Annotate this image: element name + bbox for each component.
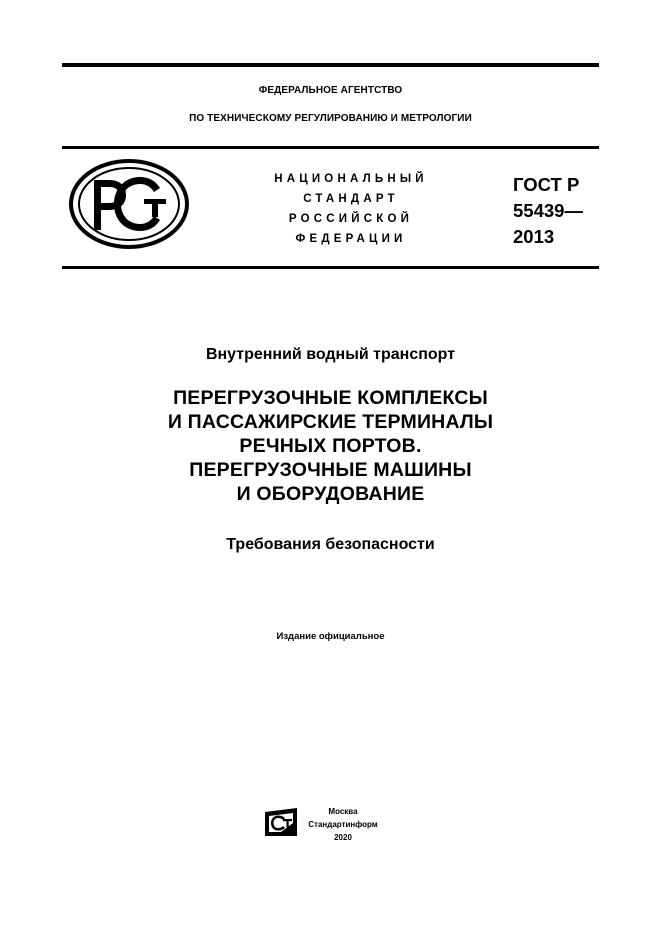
title-line-1: ПЕРЕГРУЗОЧНЫЕ КОМПЛЕКСЫ — [173, 387, 488, 409]
agency-line-1: ФЕДЕРАЛЬНОЕ АГЕНТСТВО — [258, 85, 403, 96]
document-subject: Внутренний водный транспорт — [205, 346, 456, 363]
rst-certification-mark-icon — [68, 158, 190, 255]
title-line-5: И ОБОРУДОВАНИЕ — [236, 483, 425, 505]
gost-designation — [513, 172, 583, 250]
top-rule — [62, 63, 599, 67]
national-line-4: ФЕДЕРАЦИИ — [295, 233, 407, 245]
national-line-1: НАЦИОНАЛЬНЫЙ — [274, 173, 428, 185]
standartinform-logo-icon — [263, 806, 301, 843]
document-requirements: Требования безопасности — [226, 536, 435, 553]
national-line-3: РОССИЙСКОЙ — [288, 213, 414, 225]
title-line-3: РЕЧНЫХ ПОРТОВ. — [239, 435, 422, 457]
imprint — [306, 805, 380, 844]
standard-divider — [62, 266, 599, 269]
gost-line-1: ГОСТ Р — [513, 174, 580, 195]
gost-line-3: 2013 — [513, 226, 555, 247]
gost-line-2: 55439— — [513, 200, 583, 221]
agency-line-2: ПО ТЕХНИЧЕСКОМУ РЕГУЛИРОВАНИЮ И МЕТРОЛОГИИ — [189, 113, 472, 124]
title-line-4: ПЕРЕГРУЗОЧНЫЕ МАШИНЫ — [189, 459, 472, 481]
header-divider — [62, 146, 599, 149]
title-line-2: И ПАССАЖИРСКИЕ ТЕРМИНАЛЫ — [167, 411, 494, 433]
imprint-city: Москва — [328, 807, 358, 816]
imprint-year: 2020 — [334, 833, 352, 842]
imprint-publisher: Стандартинформ — [308, 820, 378, 829]
national-line-2: СТАНДАРТ — [303, 193, 399, 205]
document-title — [0, 386, 661, 506]
edition-label: Издание официальное — [276, 631, 385, 642]
